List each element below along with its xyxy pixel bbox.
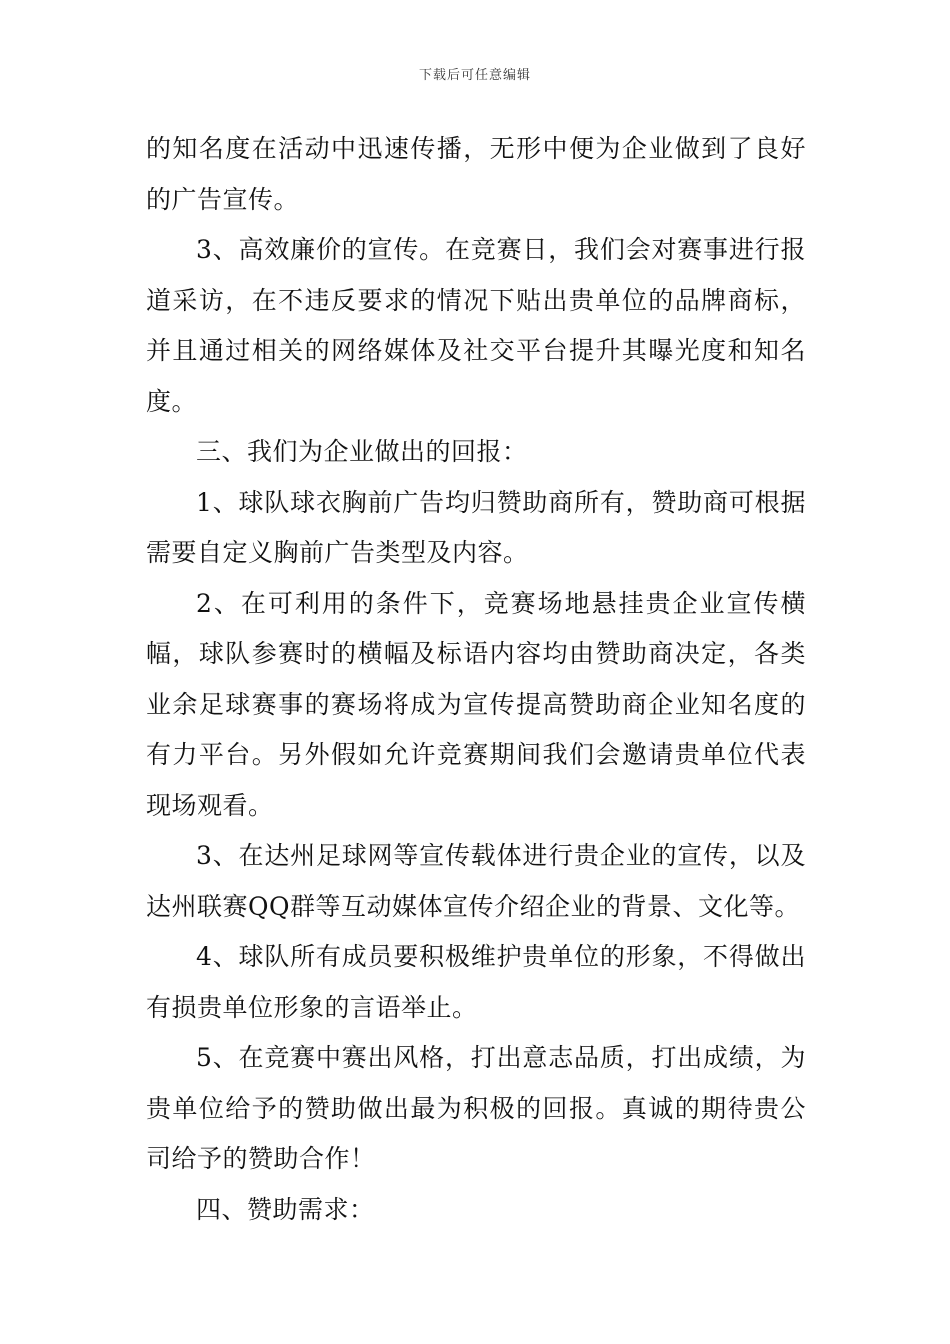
paragraph: 2、在可利用的条件下，竞赛场地悬挂贵企业宣传横幅，球队参赛时的横幅及标语内容均由赞助商决定，各类业余足球赛事的赛场将成为宣传提高赞助商企业知名度的有力平台。另外假如允许竞赛期间我们会邀请贵单位代表现场观看。 xyxy=(146,588,806,820)
paragraph: 5、在竞赛中赛出风格，打出意志品质，打出成绩，为贵单位给予的赞助做出最为积极的回报。真诚的期待贵公司给予的赞助合作！ xyxy=(146,1043,806,1173)
document-body xyxy=(146,124,806,1235)
paragraph: 4、球队所有成员要积极维护贵单位的形象，不得做出有损贵单位形象的言语举止。 xyxy=(146,942,806,1022)
paragraph: 3、在达州足球网等宣传载体进行贵企业的宣传，以及达州联赛QQ群等互动媒体宣传介绍企业的背景、文化等。 xyxy=(146,841,806,921)
section-heading: 四、赞助需求： xyxy=(196,1194,375,1224)
page-header: 下载后可任意编辑 xyxy=(418,68,531,83)
paragraph: 的知名度在活动中迅速传播，无形中便为企业做到了良好的广告宣传。 xyxy=(146,134,806,214)
paragraph: 1、球队球衣胸前广告均归赞助商所有，赞助商可根据需要自定义胸前广告类型及内容。 xyxy=(146,487,806,567)
section-heading: 三、我们为企业做出的回报： xyxy=(196,437,528,466)
paragraph: 3、高效廉价的宣传。在竞赛日，我们会对赛事进行报道采访，在不违反要求的情况下贴出贵单位的品牌商标，并且通过相关的网络媒体及社交平台提升其曝光度和知名度。 xyxy=(146,235,806,416)
